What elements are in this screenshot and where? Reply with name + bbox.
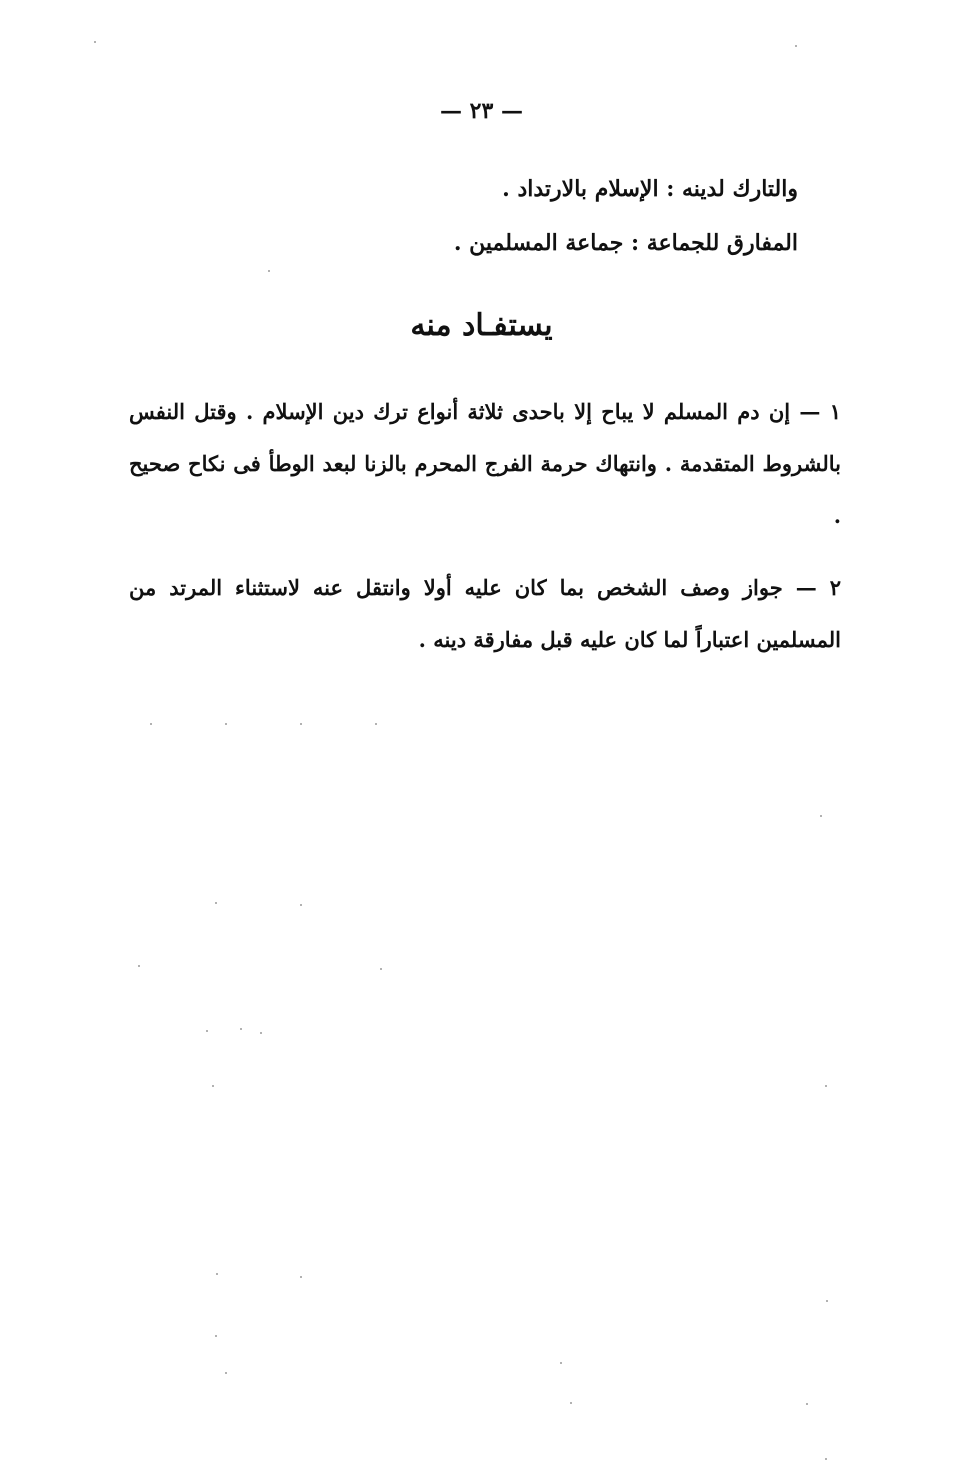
scan-speck	[268, 270, 270, 272]
scan-speck	[570, 1402, 572, 1404]
scan-speck	[380, 968, 382, 970]
scan-speck	[300, 904, 302, 906]
scan-speck	[212, 1085, 214, 1087]
scan-speck	[240, 1028, 242, 1030]
scan-speck	[150, 723, 152, 725]
scan-speck	[215, 902, 217, 904]
page-number: — ٢٣ —	[440, 98, 523, 124]
scan-speck	[825, 1085, 827, 1087]
scan-speck	[216, 1273, 218, 1275]
scan-speck	[826, 1300, 828, 1302]
scan-speck	[138, 965, 140, 967]
scan-speck	[375, 723, 377, 725]
scan-speck	[825, 1458, 827, 1460]
point-paragraph: ١ — إن دم المسلم لا يباح إلا باحدى ثلاثة أنواع ترك دين الإسلام . وقتل النفس بالشروط المتقدمة . وانتهاك حرمة الفرج المحرم بالزنا لبعد الوطأ فى نكاح صحيح .	[129, 399, 841, 528]
point-paragraph: ٢ — جواز وصف الشخص بما كان عليه أولا وانتقل عنه لاستثناء المرتد من المسلمين اعتباراً لما كان عليه قبل مفارقة دينه .	[129, 575, 841, 652]
section-heading: يستفـاد منه	[410, 308, 553, 343]
scan-speck	[215, 1335, 217, 1337]
scan-speck	[560, 1362, 562, 1364]
scan-speck	[260, 1032, 262, 1034]
definition-line: والتارك لدينه : الإسلام بالارتداد .	[502, 176, 798, 202]
definition-line: المفارق للجماعة : جماعة المسلمين .	[453, 230, 798, 256]
scan-speck	[225, 1372, 227, 1374]
scan-speck	[300, 723, 302, 725]
scan-speck	[806, 1403, 808, 1405]
scan-speck	[820, 815, 822, 817]
scan-speck	[225, 723, 227, 725]
scan-speck	[94, 41, 96, 43]
scan-speck	[300, 1276, 302, 1278]
scan-speck	[795, 45, 797, 47]
scan-speck	[206, 1030, 208, 1032]
